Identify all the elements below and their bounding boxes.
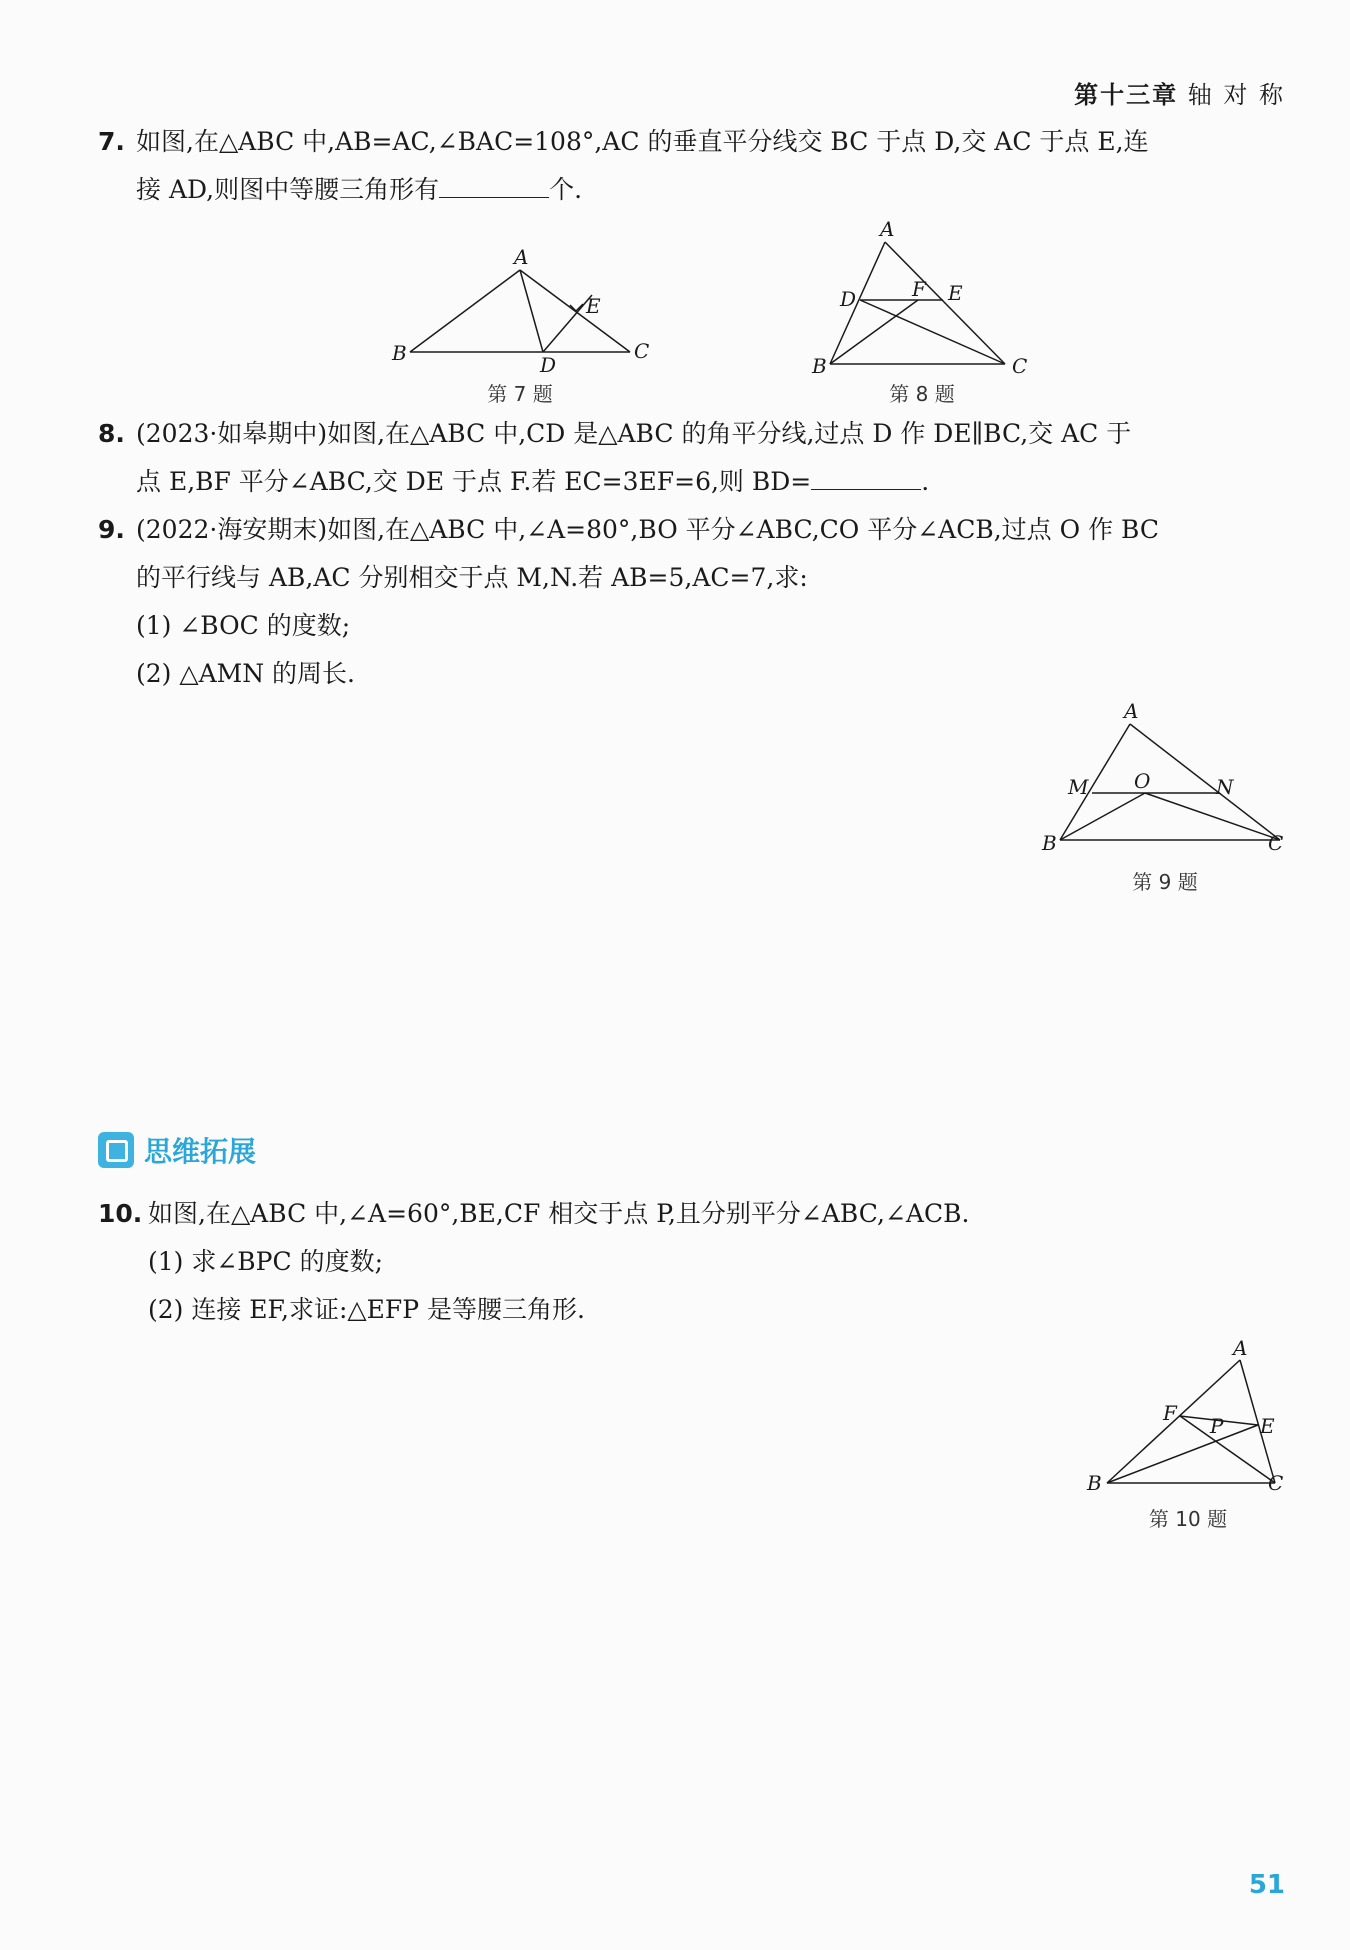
label-A: A — [880, 218, 895, 241]
answer-blank[interactable] — [439, 171, 549, 198]
question-number: 10. — [98, 1199, 143, 1228]
label-E: E — [1260, 1414, 1275, 1438]
label-A: A — [1124, 700, 1139, 723]
label-B: B — [1087, 1471, 1102, 1495]
question-text: 如图,在△ABC 中,∠A=60°,BE,CF 相交于点 P,且分别平分∠ABC,∠ACB. — [148, 1199, 970, 1228]
question-text: (2023·如皋期中)如图,在△ABC 中,CD 是△ABC 的角平分线,过点 D 作 DE∥BC,交 AC 于 — [136, 419, 1132, 448]
label-O: O — [1134, 769, 1151, 793]
section-label: 思维拓展 — [144, 1135, 257, 1168]
label-C: C — [1268, 1471, 1284, 1495]
sub-question-2: (2) 连接 EF,求证:△EFP 是等腰三角形. — [148, 1295, 585, 1324]
label-N: N — [1216, 775, 1234, 799]
question-number: 8. — [98, 419, 125, 448]
page-header — [1074, 75, 1285, 110]
question-number: 7. — [98, 127, 125, 156]
figure-7-caption: 第 7 题 — [487, 382, 553, 406]
chapter-label: 第十三章 — [1074, 81, 1179, 109]
label-C: C — [1012, 354, 1028, 378]
label-E: E — [586, 294, 601, 318]
question-text: 点 E,BF 平分∠ABC,交 DE 于点 F.若 EC=3EF=6,则 BD= — [136, 467, 812, 496]
question-text: 的平行线与 AB,AC 分别相交于点 M,N.若 AB=5,AC=7,求: — [136, 563, 808, 592]
label-C: C — [1268, 831, 1284, 855]
figure-10-caption: 第 10 题 — [1148, 1507, 1228, 1531]
question-number: 9. — [98, 515, 125, 544]
page-number: 51 — [1248, 1870, 1285, 1900]
question-7 — [98, 118, 1298, 214]
figure-10 — [1075, 1335, 1315, 1495]
answer-blank[interactable] — [811, 463, 921, 490]
label-F: F — [912, 277, 926, 301]
label-B: B — [1042, 831, 1057, 855]
label-P: P — [1210, 1414, 1224, 1438]
figure-8 — [800, 218, 1050, 383]
sub-question-1: (1) ∠BOC 的度数; — [136, 611, 351, 640]
section-header — [98, 1130, 256, 1170]
sub-question-1: (1) 求∠BPC 的度数; — [148, 1247, 383, 1276]
question-text: 接 AD,则图中等腰三角形有 — [136, 175, 440, 204]
label-A: A — [514, 245, 529, 269]
label-F: F — [1163, 1401, 1177, 1425]
question-text: (2022·海安期末)如图,在△ABC 中,∠A=80°,BO 平分∠ABC,CO 平分∠ACB,过点 O 作 BC — [136, 515, 1159, 544]
question-text: 如图,在△ABC 中,AB=AC,∠BAC=108°,AC 的垂直平分线交 BC 于点 D,交 AC 于点 E,连 — [136, 127, 1149, 156]
question-text: 个. — [549, 175, 583, 204]
label-M: M — [1068, 775, 1089, 799]
figure-9 — [1030, 700, 1300, 860]
label-D: D — [540, 353, 557, 377]
section-icon — [98, 1132, 134, 1168]
question-text: . — [921, 467, 930, 496]
label-D: D — [840, 287, 857, 311]
label-A: A — [1233, 1336, 1248, 1360]
figure-9-caption: 第 9 题 — [1132, 870, 1198, 894]
label-C: C — [634, 339, 650, 363]
question-10 — [98, 1190, 1298, 1334]
chapter-title: 轴 对 称 — [1187, 81, 1285, 109]
question-9 — [98, 506, 1298, 698]
figure-8-caption: 第 8 题 — [889, 382, 955, 406]
question-8 — [98, 410, 1298, 506]
sub-question-2: (2) △AMN 的周长. — [136, 659, 356, 688]
label-E: E — [948, 281, 963, 305]
label-B: B — [392, 341, 407, 365]
label-B: B — [812, 354, 827, 378]
